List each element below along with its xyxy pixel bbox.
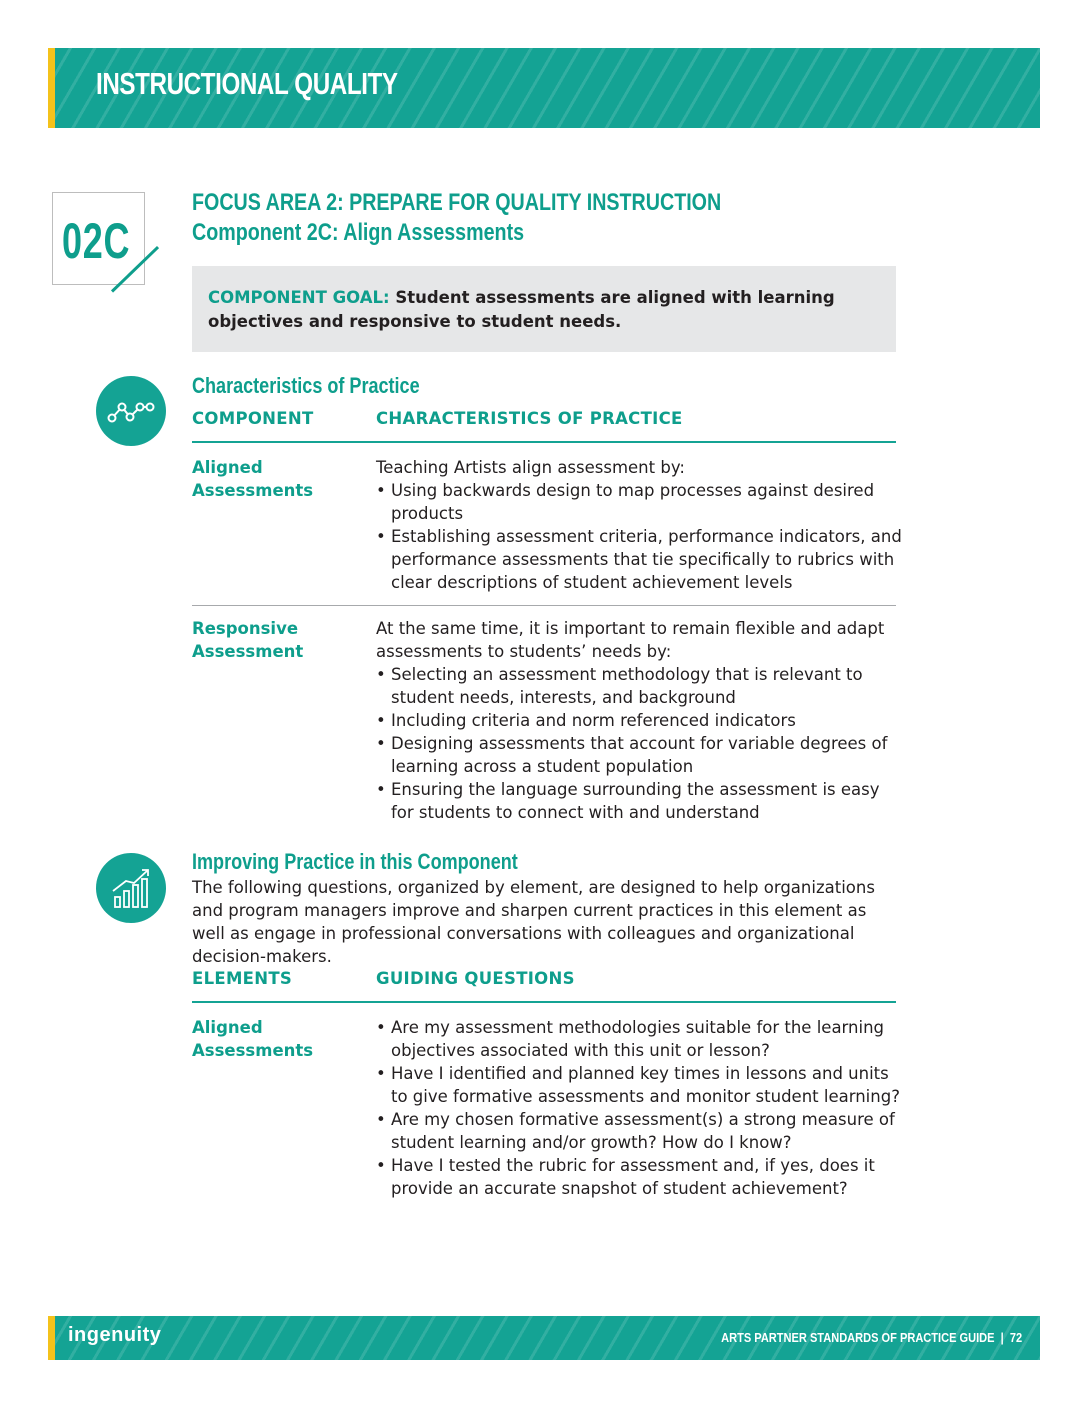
component-title: Component 2C: Align Assessments	[192, 219, 525, 246]
list-item: • Establishing assessment criteria, performance indicators, and performance assessments that tie specifically to rubrics with clear descriptions of student achievement levels	[376, 525, 906, 594]
row-lead: At the same time, it is important to remain flexible and adapt assessments to students’ needs by:	[376, 619, 885, 661]
row-body	[376, 617, 906, 824]
growth-chart-icon	[96, 853, 166, 923]
row-name: Aligned Assessments	[192, 1018, 314, 1060]
component-goal-box	[192, 266, 896, 352]
header-accent	[48, 48, 55, 128]
col-header-characteristics: CHARACTERISTICS OF PRACTICE	[376, 409, 683, 428]
characteristics-title: Characteristics of Practice	[192, 373, 420, 398]
network-icon	[96, 376, 166, 446]
col-header-component: COMPONENT	[192, 409, 314, 428]
list-item: • Have I identified and planned key times in lessons and units to give formative assessments and monitor student learning?	[376, 1062, 906, 1108]
bullet-list	[376, 1016, 906, 1200]
focus-heading	[192, 188, 721, 248]
row-name: Responsive Assessment	[192, 619, 304, 661]
row-lead: Teaching Artists align assessment by:	[376, 458, 685, 477]
list-item: • Are my assessment methodologies suitable for the learning objectives associated with this unit or lesson?	[376, 1016, 906, 1062]
footer-accent	[48, 1316, 55, 1360]
row-body	[376, 456, 906, 594]
goal-text: Student assessments are aligned with learning objectives and responsive to student needs.	[208, 288, 835, 331]
brand-logo: ingenuity	[68, 1324, 162, 1346]
improving-title: Improving Practice in this Component	[192, 849, 518, 874]
row-name: Aligned Assessments	[192, 458, 314, 500]
header-band	[48, 48, 1040, 128]
row-divider	[192, 605, 896, 606]
focus-area-title: FOCUS AREA 2: PREPARE FOR QUALITY INSTRUCTION	[192, 189, 722, 216]
guide-title: ARTS PARTNER STANDARDS OF PRACTICE GUIDE	[720, 1330, 995, 1345]
footer-text: ARTS PARTNER STANDARDS OF PRACTICE GUIDE | 72	[720, 1330, 1022, 1345]
component-goal	[208, 286, 888, 334]
col-header-guiding-questions: GUIDING QUESTIONS	[376, 969, 575, 988]
list-item: • Selecting an assessment methodology that is relevant to student needs, interests, and background	[376, 663, 906, 709]
list-item: • Are my chosen formative assessment(s) a strong measure of student learning and/or growth? How do I know?	[376, 1108, 906, 1154]
row-body	[376, 1016, 906, 1200]
list-item: • Including criteria and norm referenced indicators	[376, 709, 906, 732]
component-code: 02C	[62, 213, 131, 269]
list-item: • Designing assessments that account for variable degrees of learning across a student population	[376, 732, 906, 778]
bullet-list	[376, 479, 906, 594]
improving-intro: The following questions, organized by element, are designed to help organizations and program managers improve and sharpen current practices in this element as well as engage in professional conversations with colleagues and organizational decision-makers.	[192, 878, 875, 966]
goal-label: COMPONENT GOAL:	[208, 288, 390, 307]
bullet-list	[376, 663, 906, 824]
col-header-elements: ELEMENTS	[192, 969, 293, 988]
page-number: 72	[1009, 1330, 1022, 1345]
header-rule	[192, 441, 896, 443]
header-rule	[192, 1001, 896, 1003]
footer-band	[48, 1316, 1040, 1360]
page-section-title: INSTRUCTIONAL QUALITY	[96, 66, 398, 101]
list-item: • Using backwards design to map processes against desired products	[376, 479, 906, 525]
list-item: • Have I tested the rubric for assessment and, if yes, does it provide an accurate snapshot of student achievement?	[376, 1154, 906, 1200]
list-item: • Ensuring the language surrounding the assessment is easy for students to connect with and understand	[376, 778, 906, 824]
